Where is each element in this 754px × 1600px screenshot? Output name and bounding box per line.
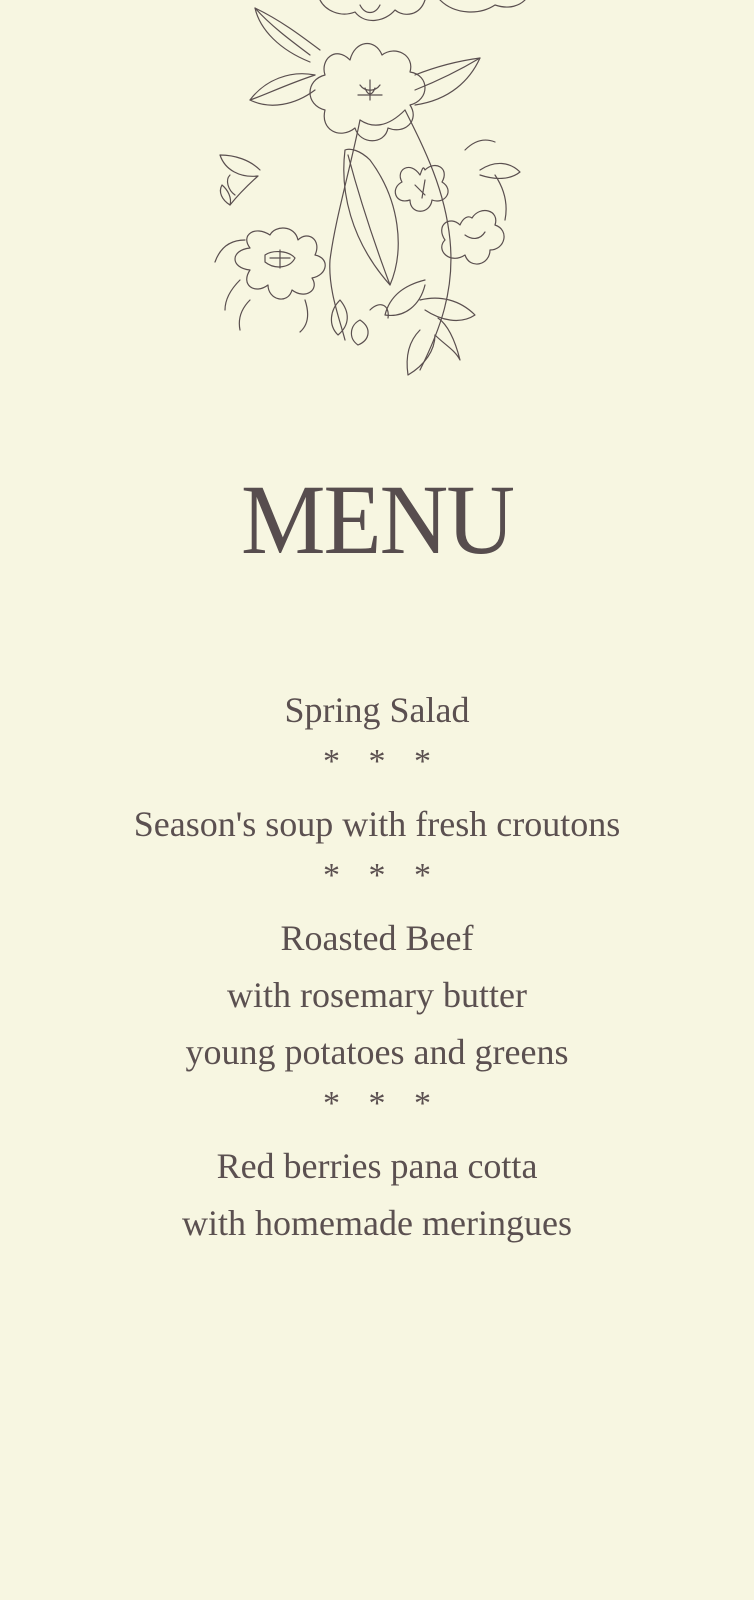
course-separator: * * * [323, 857, 441, 894]
course-soup: Season's soup with fresh croutons [133, 804, 621, 844]
course-separator: * * * [323, 1085, 441, 1122]
course-starter: Spring Salad [284, 690, 470, 730]
course-main-detail: with rosemary butter [227, 975, 527, 1015]
menu-courses [0, 690, 754, 1260]
course-separator: * * * [323, 743, 441, 780]
course-main-detail: young potatoes and greens [185, 1032, 569, 1072]
course-main-title: Roasted Beef [280, 918, 474, 958]
course-dessert-detail: with homemade meringues [182, 1203, 572, 1243]
menu-title: MENU [240, 464, 514, 575]
course-dessert-title: Red berries pana cotta [216, 1146, 538, 1186]
floral-illustration-icon [210, 0, 540, 390]
